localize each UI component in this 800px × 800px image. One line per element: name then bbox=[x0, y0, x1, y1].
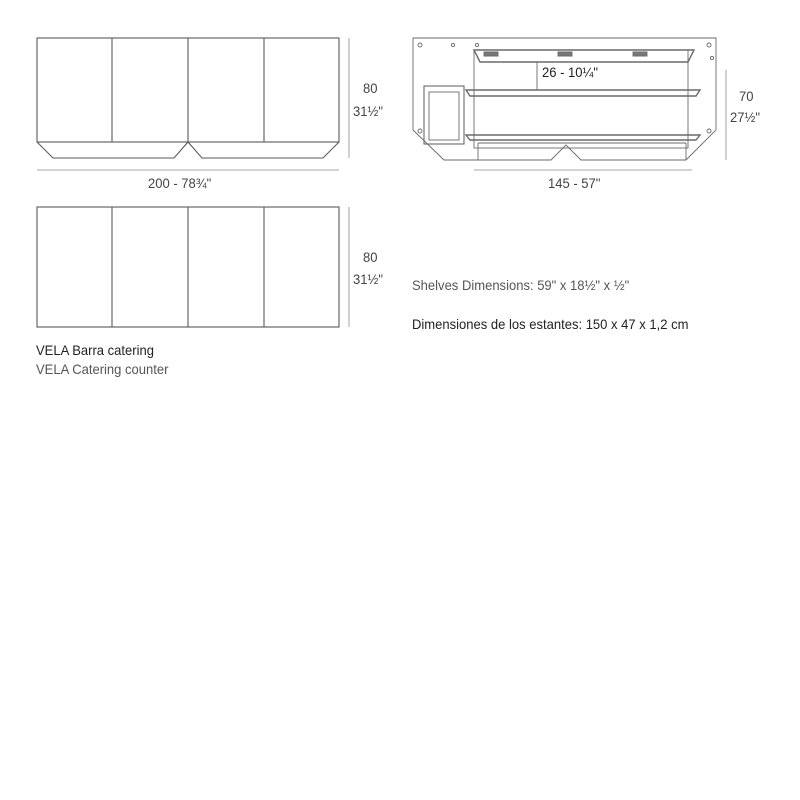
shelf-bracket bbox=[633, 52, 647, 56]
screw-hole bbox=[707, 43, 711, 47]
product-name-spanish: VELA Barra catering bbox=[36, 342, 154, 358]
shelf-bracket bbox=[558, 52, 572, 56]
screw-hole bbox=[418, 43, 422, 47]
product-name-english: VELA Catering counter bbox=[36, 361, 169, 377]
front-elevation bbox=[37, 38, 339, 158]
screw-hole bbox=[418, 129, 422, 133]
top-height-cm-label: 80 bbox=[363, 249, 378, 265]
shelves-dimensions-imperial: Shelves Dimensions: 59" x 18½" x ½" bbox=[412, 277, 630, 293]
front-width-label: 200 - 78¾" bbox=[148, 175, 212, 191]
front-dimension-lines bbox=[37, 38, 349, 170]
screw-hole bbox=[475, 43, 478, 46]
section-width-label: 145 - 57" bbox=[548, 175, 601, 191]
shelf-gap-label: 26 - 10¼" bbox=[542, 64, 599, 80]
front-base bbox=[37, 142, 339, 158]
front-height-in-label: 31½" bbox=[353, 103, 383, 119]
section-height-in-label: 27½" bbox=[730, 109, 760, 125]
shelf-lower bbox=[466, 135, 700, 140]
screw-hole bbox=[451, 43, 454, 46]
section-view bbox=[413, 38, 716, 160]
side-box bbox=[424, 86, 464, 144]
front-height-cm-label: 80 bbox=[363, 80, 378, 96]
shelf-top bbox=[474, 50, 694, 62]
screw-hole bbox=[707, 129, 711, 133]
shelves-dimensions-metric: Dimensiones de los estantes: 150 x 47 x 1,2 cm bbox=[412, 316, 689, 332]
top-view bbox=[37, 207, 339, 327]
shelf-middle bbox=[466, 90, 700, 96]
side-box-inner bbox=[429, 92, 459, 140]
shelf-bracket bbox=[484, 52, 498, 56]
top-height-in-label: 31½" bbox=[353, 271, 383, 287]
section-height-cm-label: 70 bbox=[739, 88, 754, 104]
screw-hole bbox=[710, 56, 713, 59]
